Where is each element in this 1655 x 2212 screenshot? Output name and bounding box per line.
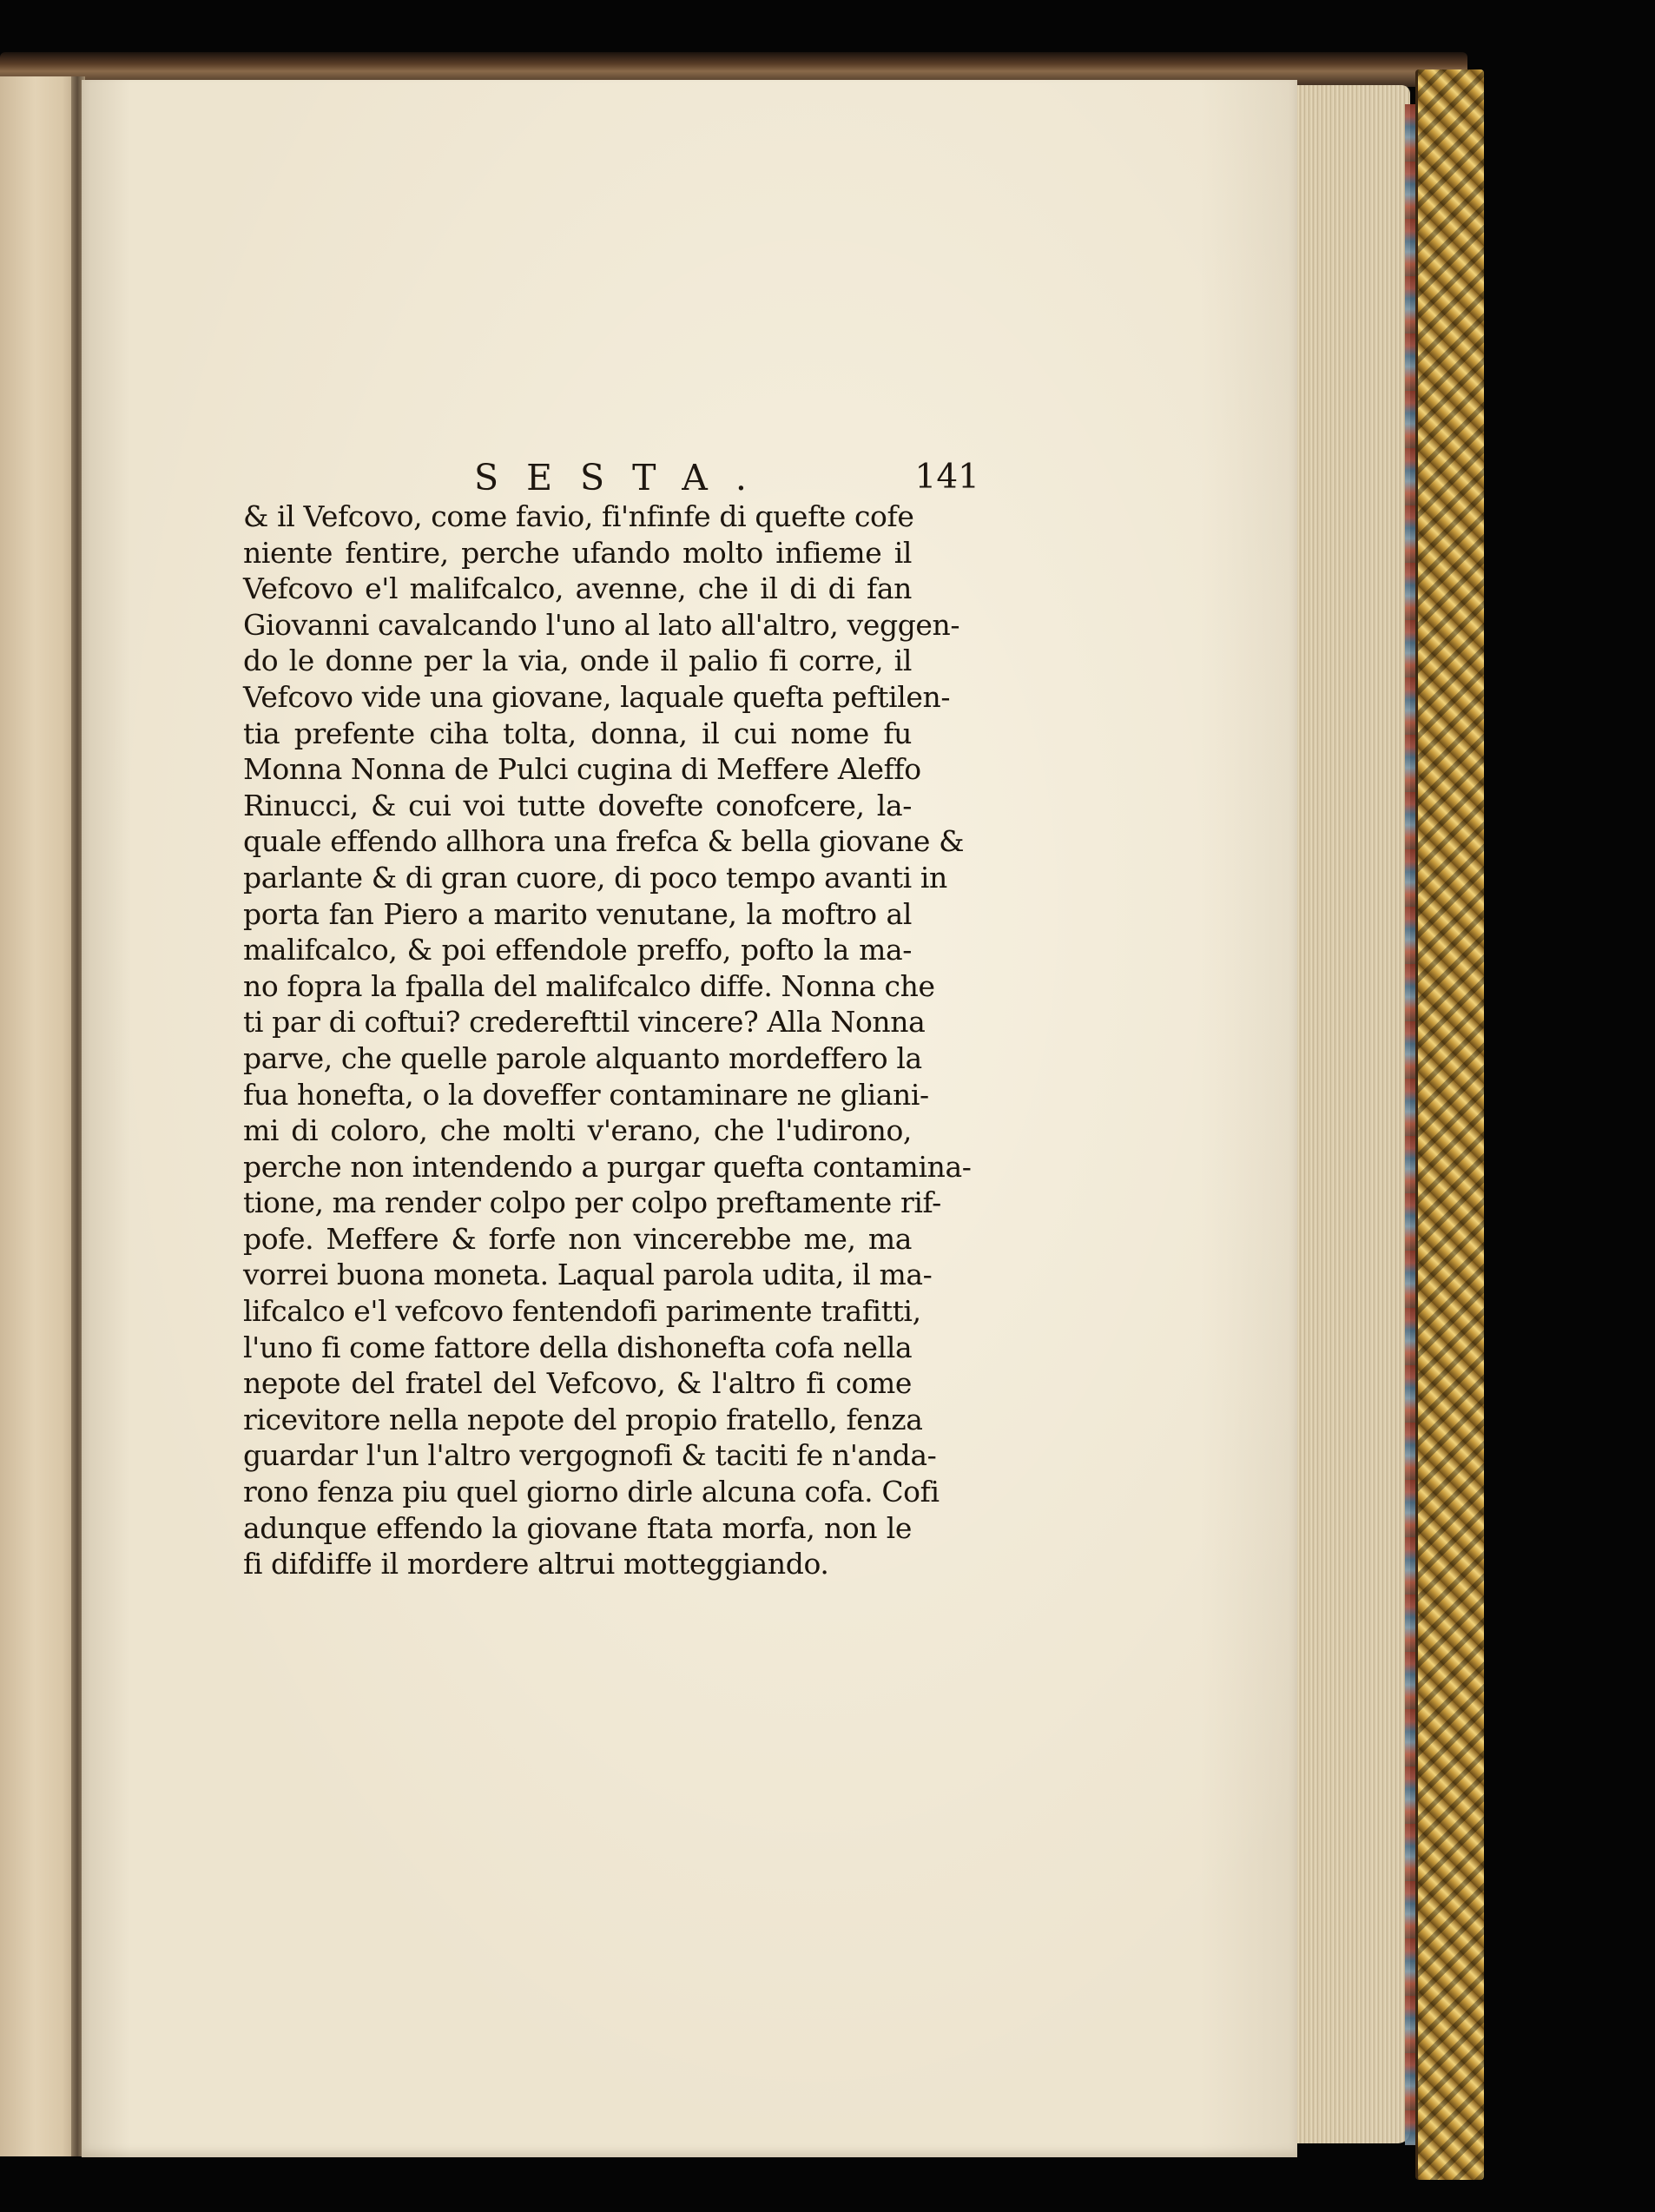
page-block-fore-edge <box>1297 85 1410 2143</box>
text-line: malifcalco, & poi effendole preffo, pofto la ma- <box>243 933 912 967</box>
text-line: no fopra la fpalla del malifcalco diffe. Nonna che <box>243 968 935 1003</box>
page-number: 141 <box>914 458 979 497</box>
left-page-edge <box>0 76 78 2156</box>
text-line: parve, che quelle parole alquanto mordeffero la <box>243 1040 922 1075</box>
text-line: parlante & di gran cuore, di poco tempo avanti in <box>243 860 947 895</box>
text-line: lifcalco e'l vefcovo fentendofi parimente trafitti, <box>243 1294 921 1329</box>
text-line: Vefcovo vide una giovane, laquale quefta peftilen- <box>243 679 951 714</box>
text-line: Monna Nonna de Pulci cugina di Meffere Aleffo <box>243 752 921 787</box>
gilt-cover-edge <box>1415 69 1484 2180</box>
text-line: do le donne per la via, onde il palio fi corre, il <box>243 644 912 678</box>
text-line: perche non intendendo a purgar quefta contamina- <box>243 1149 972 1184</box>
text-line: & il Vefcovo, come favio, fi'nfinfe di quefte cofe <box>243 499 914 533</box>
text-line: Giovanni cavalcando l'uno al lato all'altro, veggen- <box>243 607 960 642</box>
text-line: vorrei buona moneta. Laqual parola udita, il ma- <box>243 1258 933 1292</box>
text-line: niente fentire, perche ufando molto infieme il <box>243 535 912 570</box>
text-line: ti par di coftui? crederefttil vincere? Alla Nonna <box>243 1005 926 1040</box>
text-line: rono fenza piu quel giorno dirle alcuna cofa. Cofi <box>243 1475 940 1509</box>
text-line: Rinucci, & cui voi tutte dovefte conofcere, la- <box>243 788 912 822</box>
text-line: tione, ma render colpo per colpo preftamente rif- <box>243 1185 941 1220</box>
text-line: pofe. Meffere & forfe non vincerebbe me, ma <box>243 1221 912 1256</box>
text-line: quale effendo allhora una frefca & bella giovane & <box>243 824 965 859</box>
text-line: mi di coloro, che molti v'erano, che l'udirono, <box>243 1113 912 1148</box>
text-line: adunque effendo la giovane ftata morfa, non le <box>243 1510 912 1545</box>
body-text <box>243 499 972 1582</box>
text-line: tia prefente ciha tolta, donna, il cui nome fu <box>243 716 912 750</box>
text-line: nepote del fratel del Vefcovo, & l'altro fi come <box>243 1366 912 1401</box>
text-line: ricevitore nella nepote del propio fratello, fenza <box>243 1402 923 1436</box>
running-head <box>240 452 979 504</box>
text-line: Vefcovo e'l malifcalco, avenne, che il di di fan <box>243 571 912 606</box>
running-head-title: SESTA. <box>474 457 775 499</box>
text-line: guardar l'un l'altro vergognofi & taciti fe n'anda- <box>243 1438 937 1473</box>
text-line: fua honefta, o la doveffer contaminare ne gliani- <box>243 1077 929 1112</box>
text-line: fi difdiffe il mordere altrui motteggiando. <box>243 1547 829 1581</box>
text-line: porta fan Piero a marito venutane, la moftro al <box>243 896 912 931</box>
text-line: l'uno fi come fattore della dishonefta cofa nella <box>243 1330 913 1364</box>
